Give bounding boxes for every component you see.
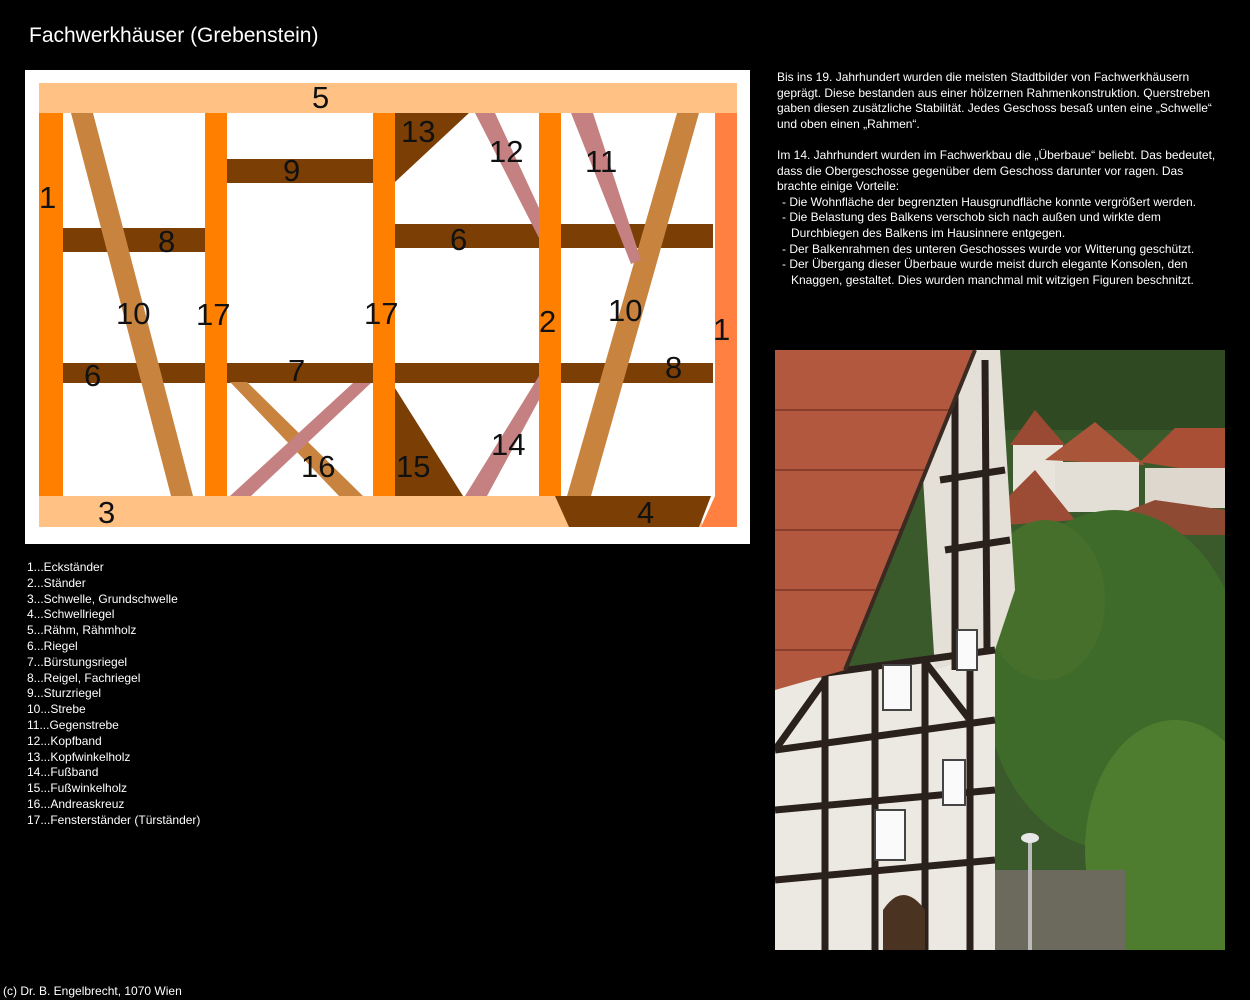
label-3: 3 xyxy=(98,495,116,530)
legend-item: 11...Gegenstrebe xyxy=(27,717,119,732)
label-8-left: 8 xyxy=(158,224,176,259)
advantages-list xyxy=(777,195,1217,289)
label-13: 13 xyxy=(401,114,436,149)
legend-item: 3...Schwelle, Grundschwelle xyxy=(27,591,178,606)
legend-item: 10...Strebe xyxy=(27,702,86,717)
description-paragraph-2: Im 14. Jahrhundert wurden im Fachwerkbau die „Überbaue“ beliebt. Das bedeutet, dass die Obergeschosse gegenüber dem Geschoss darunter vor ragen. Das brachte einige Vorteile: xyxy=(777,147,1216,194)
kopfband xyxy=(475,113,539,238)
legend-item: 13...Kopfwinkelholz xyxy=(27,749,131,764)
legend-item: 14...Fußband xyxy=(27,765,99,780)
label-7: 7 xyxy=(288,353,306,388)
label-5: 5 xyxy=(312,80,330,115)
description xyxy=(777,70,1217,288)
label-15: 15 xyxy=(396,449,431,484)
label-8-right: 8 xyxy=(665,350,683,385)
timber-frame-svg xyxy=(25,70,750,544)
description-paragraph-1: Bis ins 19. Jahrhundert wurden die meisten Stadtbilder von Fachwerkhäusern geprägt. Diese bestanden aus einer hölzernen Rahmenkonstruktion. Querstreben gaben diesen zusätzliche Stabilität. Jedes Geschoss besaß unten eine „Schwelle“ und oben einen „Rahmen“. xyxy=(777,70,1212,131)
half-timbered-house-photo xyxy=(775,350,1225,950)
copyright-text: (c) Dr. B. Engelbrecht, 1070 Wien xyxy=(3,984,182,998)
label-4: 4 xyxy=(637,495,655,530)
legend-list xyxy=(27,560,200,829)
legend-item: 17...Fensterständer (Türständer) xyxy=(27,812,201,827)
corner-post-left xyxy=(39,113,63,496)
legend-item: 1...Eckständer xyxy=(27,560,104,574)
advantage-item: - Der Übergang dieser Überbaue wurde meist durch elegante Konsolen, den Knaggen, gestaltet. Dies wurden manchmal mit witzigen Figuren beschnitzt. xyxy=(782,257,1194,287)
label-11: 11 xyxy=(585,144,618,179)
legend-item: 8...Reigel, Fachriegel xyxy=(27,670,141,685)
label-12: 12 xyxy=(489,134,524,169)
label-16: 16 xyxy=(301,449,336,484)
advantage-item: - Die Wohnfläche der begrenzten Hausgrundfläche konnte vergrößert werden. xyxy=(782,194,1197,209)
advantage-item: - Die Belastung des Balkens verschob sich nach außen und wirkte dem Durchbiegen des Balkens im Hausinnere entgegen. xyxy=(782,210,1161,240)
sturzriegel xyxy=(227,159,375,183)
legend-item: 6...Riegel xyxy=(27,638,78,653)
legend-item: 12...Kopfband xyxy=(27,733,102,748)
rahm-beam xyxy=(39,83,737,113)
legend-item: 5...Rähm, Rähmholz xyxy=(27,623,137,638)
label-2: 2 xyxy=(539,304,557,339)
legend-item: 15...Fußwinkelholz xyxy=(27,781,128,796)
page-title: Fachwerkhäuser (Grebenstein) xyxy=(29,24,319,47)
label-17-left: 17 xyxy=(196,297,231,332)
label-17-right: 17 xyxy=(364,296,399,331)
label-1-left: 1 xyxy=(39,180,57,215)
label-1-right: 1 xyxy=(713,312,731,347)
label-6-right: 6 xyxy=(450,222,468,257)
legend-item: 16...Andreaskreuz xyxy=(27,796,125,811)
label-10-left: 10 xyxy=(116,296,151,331)
label-10-right: 10 xyxy=(608,293,643,328)
photo-illustration xyxy=(775,350,1225,950)
schwellriegel-beam xyxy=(555,496,711,527)
label-14: 14 xyxy=(491,427,526,462)
legend-item: 2...Ständer xyxy=(27,575,86,590)
riegel-left-upper xyxy=(63,228,205,252)
legend-item: 4...Schwellriegel xyxy=(27,607,115,622)
legend-item: 9...Sturzriegel xyxy=(27,686,102,701)
label-6-left: 6 xyxy=(84,358,102,393)
legend-item: 7...Bürstungsriegel xyxy=(27,654,128,669)
advantage-item: - Der Balkenrahmen des unteren Geschosses wurde vor Witterung geschützt. xyxy=(782,241,1195,256)
timber-frame-diagram xyxy=(25,70,750,544)
label-9: 9 xyxy=(283,153,301,188)
